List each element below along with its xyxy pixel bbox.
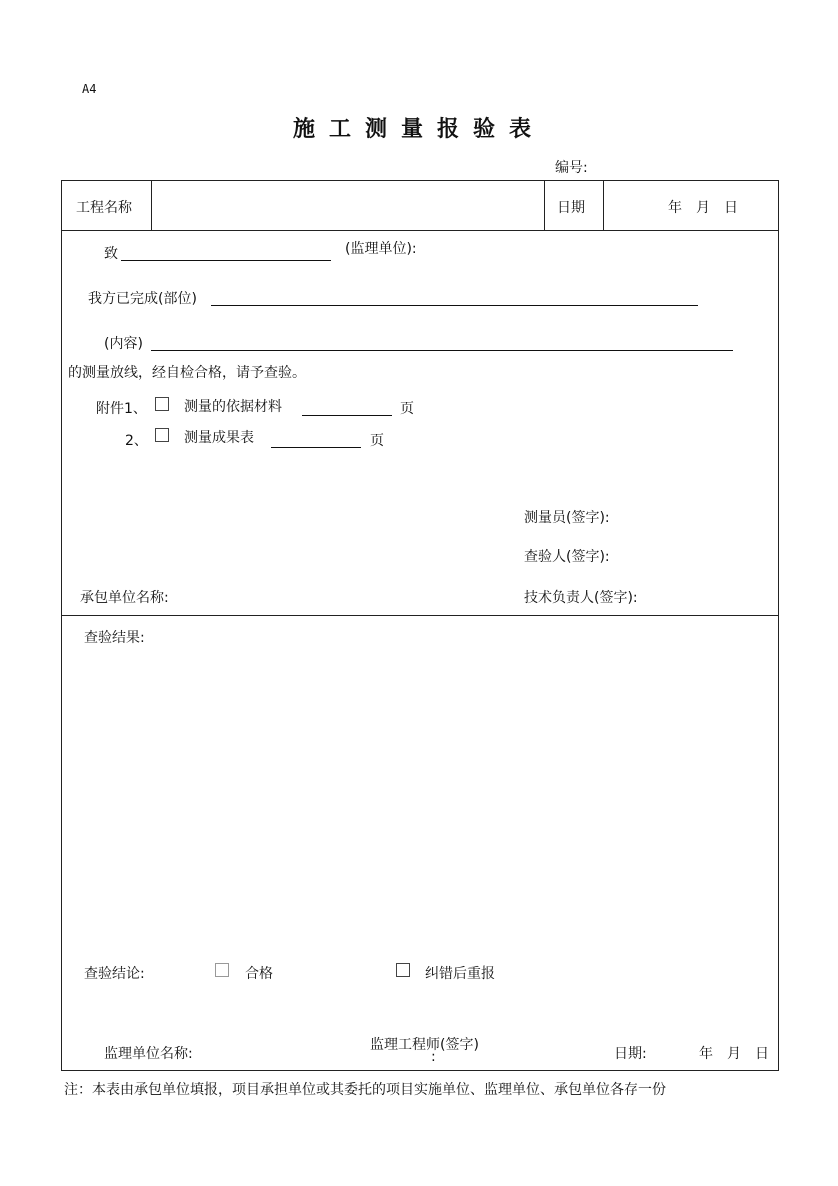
attachments-prefix: 附件1、 — [96, 401, 147, 417]
form-table — [61, 180, 779, 1071]
page-title: 施工测量报验表 — [293, 117, 546, 142]
divider — [61, 230, 779, 231]
date-value[interactable]: 年 月 日 — [668, 200, 738, 216]
completed-label: 我方已完成(部位) — [88, 291, 197, 307]
section-line[interactable] — [211, 305, 698, 306]
divider — [61, 615, 779, 616]
review-date-value[interactable]: 年 月 日 — [699, 1046, 769, 1062]
tech-lead-label: 技术负责人(签字): — [524, 590, 638, 606]
pass-checkbox[interactable] — [215, 963, 229, 977]
supervisor-unit-label: 监理单位名称: — [104, 1046, 193, 1062]
statement: 的测量放线，经自检合格，请予查验。 — [68, 365, 306, 381]
review-date-label: 日期: — [614, 1046, 647, 1062]
divider — [544, 180, 545, 230]
page-unit: 页 — [400, 401, 414, 417]
engineer-colon: : — [431, 1049, 436, 1065]
date-label: 日期 — [557, 200, 585, 216]
attachment2-prefix: 2、 — [125, 433, 148, 449]
result-label: 查验结果: — [84, 630, 145, 646]
page-unit: 页 — [370, 433, 384, 449]
pass-label: 合格 — [245, 966, 273, 982]
to-label: 致 — [104, 246, 118, 262]
conclusion-label: 查验结论: — [84, 966, 145, 982]
attachment2-pages-line[interactable] — [271, 447, 361, 448]
contractor-label: 承包单位名称: — [80, 590, 169, 606]
attachment1-checkbox[interactable] — [155, 397, 169, 411]
attachment1-pages-line[interactable] — [302, 415, 392, 416]
content-line[interactable] — [151, 350, 733, 351]
rework-label: 纠错后重报 — [425, 966, 495, 982]
content-label: (内容) — [104, 336, 143, 352]
footnote: 注：本表由承包单位填报，项目承担单位或其委托的项目实施单位、监理单位、承包单位各存一份 — [64, 1082, 666, 1098]
engineer-label: 监理工程师(签字) — [370, 1037, 479, 1053]
to-suffix: (监理单位): — [345, 241, 417, 257]
attachment2-label: 测量成果表 — [184, 430, 254, 446]
divider — [603, 180, 604, 230]
inspector-label: 查验人(签字): — [524, 549, 610, 565]
project-name-field[interactable] — [152, 181, 543, 229]
attachment2-checkbox[interactable] — [155, 428, 169, 442]
project-name-label: 工程名称 — [76, 200, 132, 216]
supervisor-unit-line[interactable] — [121, 260, 331, 261]
surveyor-label: 测量员(签字): — [524, 510, 610, 526]
serial-label: 编号: — [555, 160, 588, 176]
rework-checkbox[interactable] — [396, 963, 410, 977]
form-code: A4 — [82, 82, 97, 96]
attachment1-label: 测量的依据材料 — [184, 399, 282, 415]
